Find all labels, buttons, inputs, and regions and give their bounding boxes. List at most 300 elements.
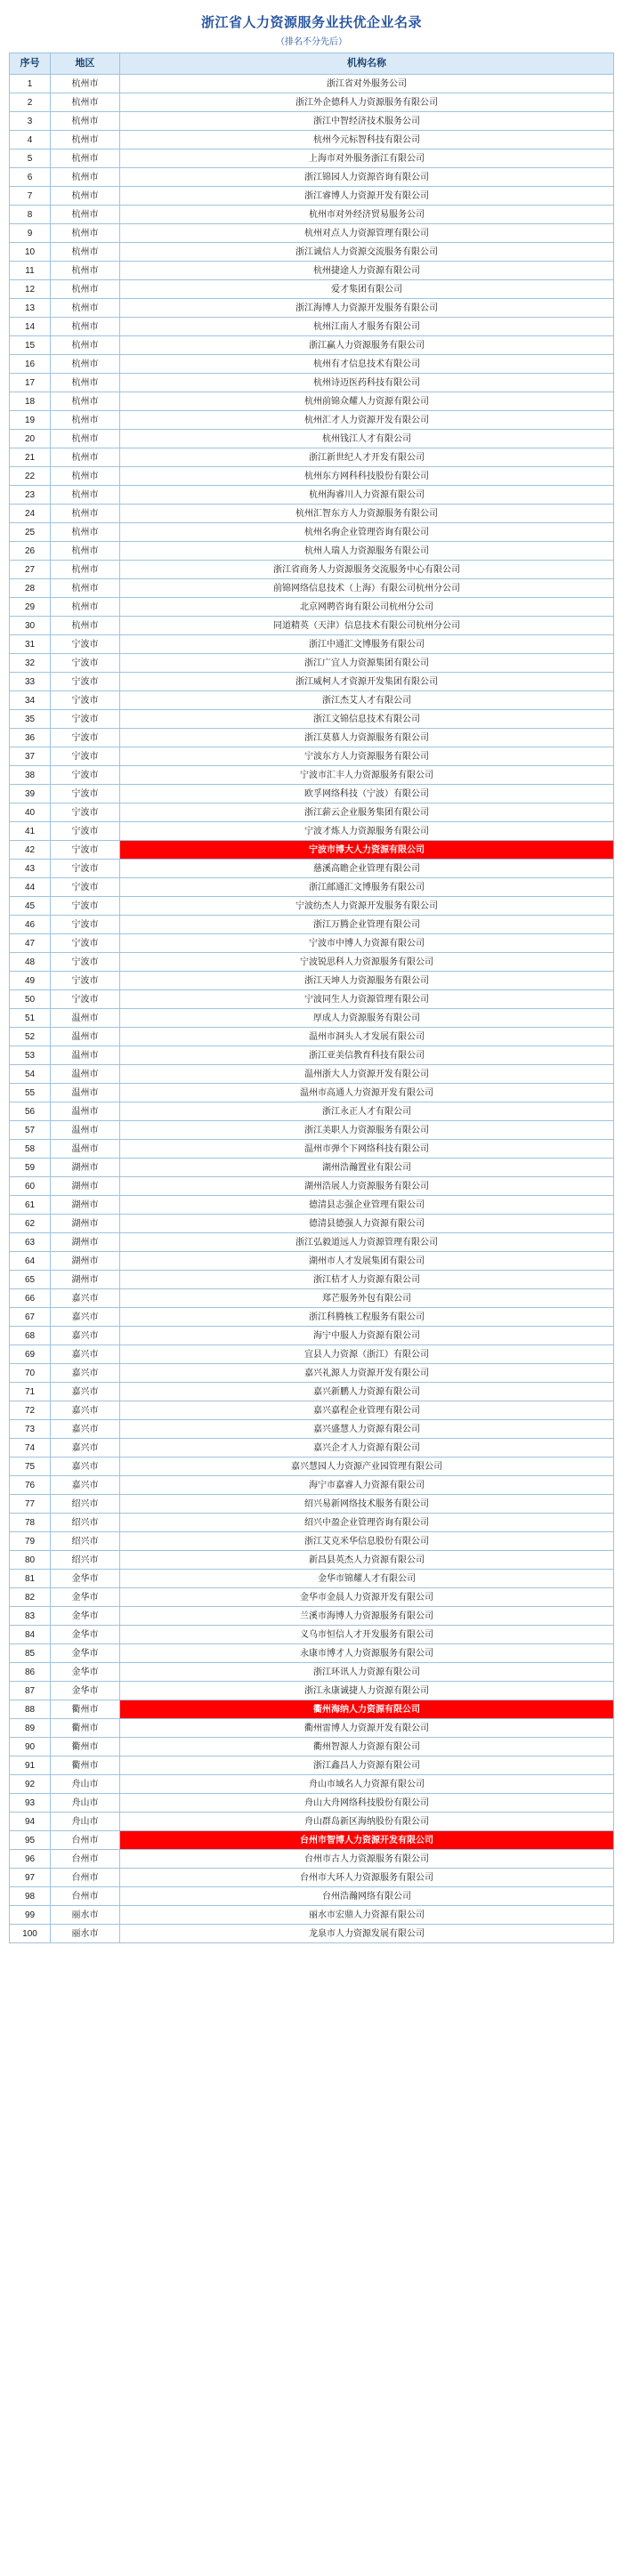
cell-index: 8: [10, 206, 51, 224]
table-row: [10, 1719, 614, 1738]
cell-index: 9: [10, 224, 51, 243]
cell-index: 38: [10, 766, 51, 785]
cell-region: 衢州市: [51, 1756, 120, 1775]
cell-region: 嘉兴市: [51, 1289, 120, 1308]
cell-organization-name: 宁波同生人力资源管理有限公司: [120, 990, 614, 1009]
cell-region: 舟山市: [51, 1775, 120, 1794]
cell-organization-name: 北京网聘咨询有限公司杭州分公司: [120, 598, 614, 617]
table-row: [10, 1850, 614, 1869]
cell-index: 1: [10, 75, 51, 93]
cell-organization-name: 绍兴中盈企业管理咨询有限公司: [120, 1514, 614, 1532]
cell-region: 温州市: [51, 1121, 120, 1140]
cell-organization-name: 浙江万腾企业管理有限公司: [120, 916, 614, 934]
cell-region: 嘉兴市: [51, 1401, 120, 1420]
cell-region: 金华市: [51, 1682, 120, 1700]
table-row: [10, 336, 614, 355]
cell-organization-name: 浙江天坤人力资源服务有限公司: [120, 972, 614, 990]
cell-region: 宁波市: [51, 934, 120, 953]
cell-index: 37: [10, 747, 51, 766]
cell-organization-name: 浙江睿博人力资源开发有限公司: [120, 187, 614, 206]
table-row: [10, 1121, 614, 1140]
cell-region: 宁波市: [51, 673, 120, 691]
cell-organization-name: 杭州捷途人力资源有限公司: [120, 262, 614, 280]
cell-index: 82: [10, 1588, 51, 1607]
table-row: [10, 1794, 614, 1813]
cell-organization-name: 宁波市中博人力资源有限公司: [120, 934, 614, 953]
cell-region: 宁波市: [51, 972, 120, 990]
table-row: [10, 1906, 614, 1925]
cell-index: 51: [10, 1009, 51, 1028]
page-title: 浙江省人力资源服务业扶优企业名录: [200, 15, 422, 30]
cell-index: 12: [10, 280, 51, 299]
cell-region: 杭州市: [51, 149, 120, 168]
cell-region: 衢州市: [51, 1700, 120, 1719]
cell-index: 96: [10, 1850, 51, 1869]
cell-index: 41: [10, 822, 51, 841]
cell-region: 湖州市: [51, 1159, 120, 1177]
page-subtitle: （排名不分先后）: [276, 37, 347, 47]
cell-region: 金华市: [51, 1663, 120, 1682]
cell-region: 金华市: [51, 1588, 120, 1607]
cell-region: 丽水市: [51, 1906, 120, 1925]
cell-index: 23: [10, 486, 51, 505]
cell-organization-name: 杭州今元标智科技有限公司: [120, 131, 614, 149]
cell-index: 89: [10, 1719, 51, 1738]
table-row: [10, 878, 614, 897]
cell-index: 13: [10, 299, 51, 318]
cell-index: 80: [10, 1551, 51, 1570]
cell-organization-name: 浙江鑫昌人力资源有限公司: [120, 1756, 614, 1775]
cell-region: 温州市: [51, 1009, 120, 1028]
cell-region: 杭州市: [51, 579, 120, 598]
table-row: [10, 1925, 614, 1943]
cell-organization-name: 衢州海纳人力资源有限公司: [120, 1700, 614, 1719]
cell-index: 32: [10, 654, 51, 673]
table-row: [10, 1140, 614, 1159]
table-row: [10, 822, 614, 841]
table-row: [10, 355, 614, 374]
cell-region: 绍兴市: [51, 1551, 120, 1570]
cell-region: 杭州市: [51, 280, 120, 299]
table-row: [10, 1495, 614, 1514]
table-row: [10, 1756, 614, 1775]
cell-region: 嘉兴市: [51, 1458, 120, 1476]
cell-organization-name: 浙江威柯人才资源开发集团有限公司: [120, 673, 614, 691]
cell-region: 台州市: [51, 1887, 120, 1906]
cell-index: 84: [10, 1626, 51, 1644]
cell-index: 79: [10, 1532, 51, 1551]
cell-index: 91: [10, 1756, 51, 1775]
cell-organization-name: 杭州前锦众耀人力资源有限公司: [120, 392, 614, 411]
cell-region: 温州市: [51, 1065, 120, 1084]
table-row: [10, 972, 614, 990]
cell-index: 78: [10, 1514, 51, 1532]
cell-organization-name: 温州市高通人力资源开发有限公司: [120, 1084, 614, 1102]
cell-organization-name: 舟山大舟网络科技股份有限公司: [120, 1794, 614, 1813]
cell-index: 85: [10, 1644, 51, 1663]
cell-index: 34: [10, 691, 51, 710]
cell-region: 杭州市: [51, 168, 120, 187]
cell-index: 52: [10, 1028, 51, 1046]
cell-index: 95: [10, 1831, 51, 1850]
cell-region: 杭州市: [51, 598, 120, 617]
table-row: [10, 654, 614, 673]
cell-organization-name: 嘉兴礼源人力资源开发有限公司: [120, 1364, 614, 1383]
cell-organization-name: 杭州有才信息技术有限公司: [120, 355, 614, 374]
table-row: [10, 75, 614, 93]
cell-index: 90: [10, 1738, 51, 1756]
cell-organization-name: 台州市古人力资源服务有限公司: [120, 1850, 614, 1869]
cell-index: 2: [10, 93, 51, 112]
cell-organization-name: 杭州名驹企业管理咨询有限公司: [120, 523, 614, 542]
cell-organization-name: 嘉兴盛慧人力资源有限公司: [120, 1420, 614, 1439]
table-row: [10, 1887, 614, 1906]
cell-organization-name: 浙江锦园人力资源咨询有限公司: [120, 168, 614, 187]
cell-region: 杭州市: [51, 206, 120, 224]
cell-index: 68: [10, 1327, 51, 1345]
cell-organization-name: 舟山市域名人力资源有限公司: [120, 1775, 614, 1794]
cell-organization-name: 慈溪高瞻企业管理有限公司: [120, 860, 614, 878]
cell-organization-name: 德清县德强人力资源有限公司: [120, 1215, 614, 1233]
cell-region: 宁波市: [51, 897, 120, 916]
cell-region: 嘉兴市: [51, 1383, 120, 1401]
table-row: [10, 1682, 614, 1700]
cell-region: 宁波市: [51, 691, 120, 710]
cell-index: 43: [10, 860, 51, 878]
table-row: [10, 785, 614, 803]
table-row: [10, 224, 614, 243]
table-row: [10, 1420, 614, 1439]
table-row: [10, 1588, 614, 1607]
cell-organization-name: 湖州浩瀚置业有限公司: [120, 1159, 614, 1177]
table-row: [10, 1177, 614, 1196]
cell-index: 83: [10, 1607, 51, 1626]
table-row: [10, 1028, 614, 1046]
cell-region: 杭州市: [51, 131, 120, 149]
cell-organization-name: 浙江海博人力资源开发服务有限公司: [120, 299, 614, 318]
table-row: [10, 318, 614, 336]
cell-organization-name: 宁波市博大人力资源有限公司: [120, 841, 614, 860]
cell-organization-name: 杭州对点人力资源管理有限公司: [120, 224, 614, 243]
table-row: [10, 448, 614, 467]
cell-index: 99: [10, 1906, 51, 1925]
cell-organization-name: 龙泉市人力资源发展有限公司: [120, 1925, 614, 1943]
cell-region: 金华市: [51, 1644, 120, 1663]
table-row: [10, 1607, 614, 1626]
cell-index: 73: [10, 1420, 51, 1439]
cell-organization-name: 嘉兴慧园人力资源产业园管理有限公司: [120, 1458, 614, 1476]
table-row: [10, 93, 614, 112]
cell-region: 温州市: [51, 1046, 120, 1065]
cell-organization-name: 浙江赢人力资源服务有限公司: [120, 336, 614, 355]
cell-organization-name: 绍兴易新网络技术服务有限公司: [120, 1495, 614, 1514]
table-row: [10, 411, 614, 430]
enterprise-directory-table: [9, 52, 614, 1943]
table-row: [10, 206, 614, 224]
cell-index: 94: [10, 1813, 51, 1831]
cell-index: 67: [10, 1308, 51, 1327]
cell-region: 温州市: [51, 1084, 120, 1102]
table-row: [10, 561, 614, 579]
cell-region: 杭州市: [51, 262, 120, 280]
cell-organization-name: 上海市对外服务浙江有限公司: [120, 149, 614, 168]
cell-organization-name: 嘉兴新鹏人力资源有限公司: [120, 1383, 614, 1401]
table-row: [10, 1233, 614, 1252]
table-row: [10, 1644, 614, 1663]
table-row: [10, 635, 614, 654]
cell-organization-name: 浙江桔才人力资源有限公司: [120, 1271, 614, 1289]
cell-organization-name: 义乌市恒信人才开发服务有限公司: [120, 1626, 614, 1644]
table-row: [10, 691, 614, 710]
cell-organization-name: 同道精英（天津）信息技术有限公司杭州分公司: [120, 617, 614, 635]
cell-organization-name: 丽水市宏鼎人力资源有限公司: [120, 1906, 614, 1925]
table-row: [10, 149, 614, 168]
cell-index: 81: [10, 1570, 51, 1588]
cell-organization-name: 杭州诗迈医药科技有限公司: [120, 374, 614, 392]
cell-region: 温州市: [51, 1028, 120, 1046]
cell-organization-name: 新昌县英杰人力资源有限公司: [120, 1551, 614, 1570]
cell-organization-name: 杭州汇才人力资源开发有限公司: [120, 411, 614, 430]
table-row: [10, 729, 614, 747]
table-row: [10, 430, 614, 448]
cell-index: 7: [10, 187, 51, 206]
cell-index: 50: [10, 990, 51, 1009]
cell-region: 杭州市: [51, 411, 120, 430]
table-row: [10, 1439, 614, 1458]
cell-region: 宁波市: [51, 729, 120, 747]
cell-organization-name: 爱才集团有限公司: [120, 280, 614, 299]
table-row: [10, 1514, 614, 1532]
table-row: [10, 1532, 614, 1551]
cell-region: 宁波市: [51, 916, 120, 934]
table-row: [10, 280, 614, 299]
cell-organization-name: 湖州市人才发展集团有限公司: [120, 1252, 614, 1271]
cell-region: 台州市: [51, 1869, 120, 1887]
cell-index: 16: [10, 355, 51, 374]
cell-region: 杭州市: [51, 93, 120, 112]
table-row: [10, 1102, 614, 1121]
cell-index: 22: [10, 467, 51, 486]
cell-organization-name: 金华市锦耀人才有限公司: [120, 1570, 614, 1588]
cell-index: 59: [10, 1159, 51, 1177]
cell-region: 杭州市: [51, 505, 120, 523]
cell-region: 湖州市: [51, 1271, 120, 1289]
cell-index: 55: [10, 1084, 51, 1102]
table-row: [10, 1196, 614, 1215]
cell-index: 54: [10, 1065, 51, 1084]
cell-organization-name: 浙江广宜人力资源集团有限公司: [120, 654, 614, 673]
table-row: [10, 1551, 614, 1570]
table-row: [10, 1271, 614, 1289]
cell-index: 6: [10, 168, 51, 187]
table-row: [10, 112, 614, 131]
cell-region: 衢州市: [51, 1738, 120, 1756]
cell-organization-name: 温州市弹个下网络科技有限公司: [120, 1140, 614, 1159]
table-row: [10, 934, 614, 953]
cell-index: 97: [10, 1869, 51, 1887]
cell-organization-name: 浙江莫慕人力资源服务有限公司: [120, 729, 614, 747]
cell-region: 杭州市: [51, 486, 120, 505]
cell-region: 台州市: [51, 1850, 120, 1869]
table-row: [10, 1663, 614, 1682]
cell-index: 10: [10, 243, 51, 262]
cell-region: 杭州市: [51, 112, 120, 131]
cell-organization-name: 杭州江南人才服务有限公司: [120, 318, 614, 336]
cell-organization-name: 杭州人瑞人力资源服务有限公司: [120, 542, 614, 561]
cell-organization-name: 杭州汇智东方人力资源服务有限公司: [120, 505, 614, 523]
cell-organization-name: 浙江薪云企业服务集团有限公司: [120, 803, 614, 822]
cell-region: 杭州市: [51, 75, 120, 93]
cell-region: 嘉兴市: [51, 1476, 120, 1495]
cell-index: 88: [10, 1700, 51, 1719]
cell-index: 58: [10, 1140, 51, 1159]
cell-region: 杭州市: [51, 523, 120, 542]
table-row: [10, 841, 614, 860]
column-header-index: 序号: [10, 53, 51, 75]
cell-region: 嘉兴市: [51, 1308, 120, 1327]
cell-organization-name: 宜县人力资源（浙江）有限公司: [120, 1345, 614, 1364]
cell-region: 宁波市: [51, 953, 120, 972]
cell-region: 宁波市: [51, 635, 120, 654]
table-row: [10, 598, 614, 617]
table-row: [10, 1813, 614, 1831]
cell-region: 宁波市: [51, 822, 120, 841]
cell-organization-name: 宁波东方人力资源服务有限公司: [120, 747, 614, 766]
cell-index: 19: [10, 411, 51, 430]
cell-index: 46: [10, 916, 51, 934]
cell-organization-name: 浙江诚信人力资源交流服务有限公司: [120, 243, 614, 262]
table-row: [10, 953, 614, 972]
cell-region: 杭州市: [51, 430, 120, 448]
cell-organization-name: 宁波市汇丰人力资源服务有限公司: [120, 766, 614, 785]
cell-index: 14: [10, 318, 51, 336]
cell-index: 25: [10, 523, 51, 542]
cell-organization-name: 舟山群岛新区海纳股份有限公司: [120, 1813, 614, 1831]
cell-index: 92: [10, 1775, 51, 1794]
cell-organization-name: 浙江环讯人力资源有限公司: [120, 1663, 614, 1682]
cell-index: 87: [10, 1682, 51, 1700]
cell-region: 宁波市: [51, 878, 120, 897]
cell-organization-name: 浙江中智经济技术服务公司: [120, 112, 614, 131]
column-header-region: 地区: [51, 53, 120, 75]
cell-index: 48: [10, 953, 51, 972]
cell-region: 杭州市: [51, 448, 120, 467]
cell-index: 5: [10, 149, 51, 168]
cell-organization-name: 宁波才炼人力资源服务有限公司: [120, 822, 614, 841]
cell-organization-name: 浙江亚美信教育科技有限公司: [120, 1046, 614, 1065]
table-row: [10, 523, 614, 542]
cell-index: 17: [10, 374, 51, 392]
cell-index: 47: [10, 934, 51, 953]
table-row: [10, 860, 614, 878]
table-row: [10, 131, 614, 149]
table-row: [10, 1084, 614, 1102]
cell-index: 57: [10, 1121, 51, 1140]
cell-index: 29: [10, 598, 51, 617]
cell-index: 27: [10, 561, 51, 579]
cell-region: 宁波市: [51, 747, 120, 766]
table-row: [10, 1738, 614, 1756]
cell-index: 72: [10, 1401, 51, 1420]
cell-region: 杭州市: [51, 467, 120, 486]
cell-organization-name: 浙江永正人才有限公司: [120, 1102, 614, 1121]
cell-organization-name: 浙江杰艾人才有限公司: [120, 691, 614, 710]
cell-organization-name: 浙江文锦信息技术有限公司: [120, 710, 614, 729]
cell-index: 53: [10, 1046, 51, 1065]
table-row: [10, 710, 614, 729]
cell-index: 4: [10, 131, 51, 149]
cell-index: 28: [10, 579, 51, 598]
cell-organization-name: 浙江永康诚捷人力资源有限公司: [120, 1682, 614, 1700]
cell-region: 湖州市: [51, 1215, 120, 1233]
cell-index: 64: [10, 1252, 51, 1271]
table-row: [10, 486, 614, 505]
cell-region: 杭州市: [51, 355, 120, 374]
cell-index: 24: [10, 505, 51, 523]
table-row: [10, 1327, 614, 1345]
cell-organization-name: 海宁中服人力资源有限公司: [120, 1327, 614, 1345]
cell-region: 湖州市: [51, 1177, 120, 1196]
table-row: [10, 990, 614, 1009]
cell-region: 嘉兴市: [51, 1345, 120, 1364]
table-row: [10, 617, 614, 635]
cell-region: 杭州市: [51, 561, 120, 579]
cell-index: 11: [10, 262, 51, 280]
cell-index: 93: [10, 1794, 51, 1813]
cell-index: 30: [10, 617, 51, 635]
table-row: [10, 803, 614, 822]
cell-region: 温州市: [51, 1102, 120, 1121]
cell-organization-name: 宁波纺杰人力资源开发服务有限公司: [120, 897, 614, 916]
cell-region: 杭州市: [51, 617, 120, 635]
cell-region: 杭州市: [51, 336, 120, 355]
cell-index: 26: [10, 542, 51, 561]
cell-organization-name: 浙江美职人力资源服务有限公司: [120, 1121, 614, 1140]
cell-organization-name: 浙江省商务人力资源服务交流服务中心有限公司: [120, 561, 614, 579]
cell-organization-name: 郑芒服务外包有限公司: [120, 1289, 614, 1308]
cell-index: 74: [10, 1439, 51, 1458]
cell-region: 宁波市: [51, 803, 120, 822]
cell-region: 杭州市: [51, 187, 120, 206]
cell-index: 31: [10, 635, 51, 654]
table-row: [10, 1831, 614, 1850]
cell-region: 杭州市: [51, 318, 120, 336]
cell-index: 70: [10, 1364, 51, 1383]
cell-organization-name: 浙江新世纪人才开发有限公司: [120, 448, 614, 467]
cell-organization-name: 厚成人力资源服务有限公司: [120, 1009, 614, 1028]
table-row: [10, 1401, 614, 1420]
cell-organization-name: 浙江省对外服务公司: [120, 75, 614, 93]
cell-organization-name: 杭州钱江人才有限公司: [120, 430, 614, 448]
cell-organization-name: 浙江中通汇文博服务有限公司: [120, 635, 614, 654]
cell-region: 绍兴市: [51, 1514, 120, 1532]
cell-organization-name: 温州浙大人力资源开发有限公司: [120, 1065, 614, 1084]
cell-index: 44: [10, 878, 51, 897]
cell-region: 金华市: [51, 1626, 120, 1644]
cell-organization-name: 衢州雷博人力资源开发有限公司: [120, 1719, 614, 1738]
cell-index: 62: [10, 1215, 51, 1233]
table-row: [10, 505, 614, 523]
cell-index: 76: [10, 1476, 51, 1495]
cell-region: 杭州市: [51, 374, 120, 392]
cell-region: 宁波市: [51, 860, 120, 878]
cell-region: 湖州市: [51, 1233, 120, 1252]
cell-index: 33: [10, 673, 51, 691]
cell-region: 舟山市: [51, 1794, 120, 1813]
cell-index: 56: [10, 1102, 51, 1121]
column-header-name: 机构名称: [120, 53, 614, 75]
table-row: [10, 1626, 614, 1644]
